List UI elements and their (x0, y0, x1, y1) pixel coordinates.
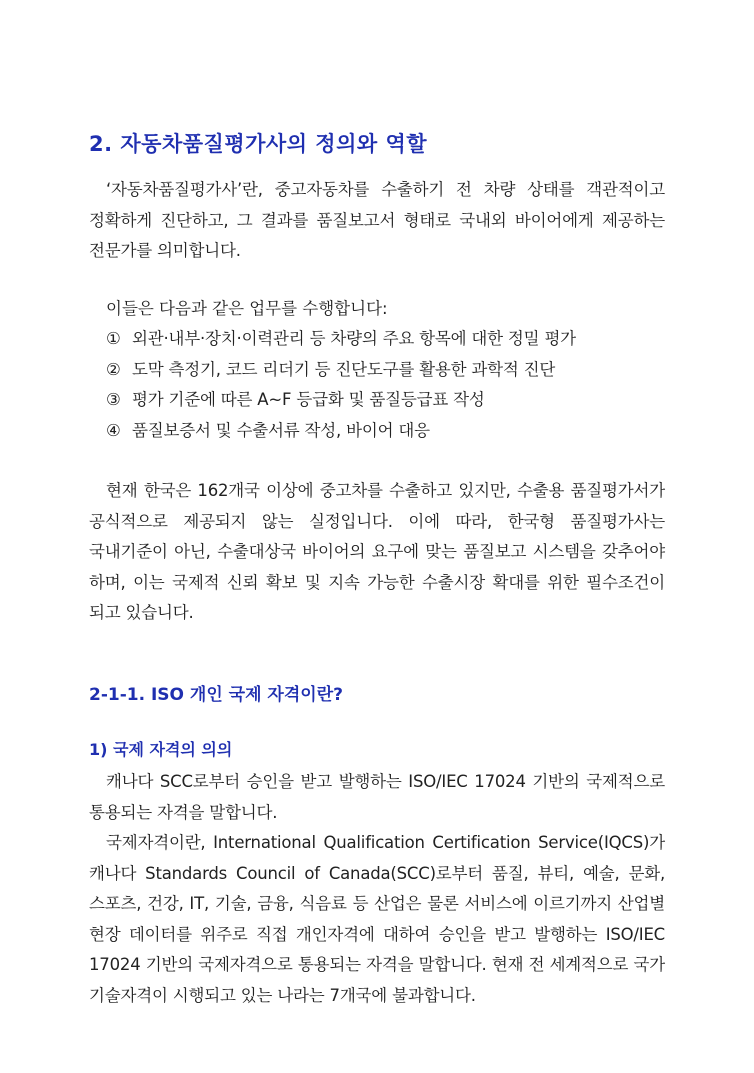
list-item-text: 외관·내부·장치·이력관리 등 차량의 주요 항목에 대한 정밀 평가 (132, 329, 576, 348)
list-marker: ② (106, 359, 121, 379)
list-marker: ④ (106, 420, 121, 440)
iso-intro-paragraph: 캐나다 SCC로부터 승인을 받고 발행하는 ISO/IEC 17024 기반의 국제적으로 통용되는 자격을 말합니다. (89, 772, 665, 822)
duties-intro: 이들은 다음과 같은 업무를 수행합니다: (106, 299, 388, 318)
duties-list (106, 324, 576, 446)
list-item (106, 355, 576, 386)
item-heading: 1) 국제 자격의 의의 (89, 740, 233, 759)
list-item (106, 385, 576, 416)
list-item-text: 품질보증서 및 수출서류 작성, 바이어 대응 (132, 420, 430, 440)
iso-definition-paragraph: 국제자격이란, International Qualification Certification Service(IQCS)가 캐나다 Standards Council of Canada(SCC)로부터 품질, 뷰티, 예술, 문화, 스포츠, 건강, IT, 기술, 금융, 식음료 등 산업은 물론 서비스에 이르기까지 산업별 현장 데이터를 위주로 직접 개인자격에 대하여 승인을 받고 발행하는 ISO/IEC 17024 기반의 국제자격으로 통용되는 자격을 말합니다. 현재 전 세계적으로 국가 기술자격이 시행되고 있는 나라는 7개국에 불과합니다. (89, 833, 665, 1005)
definition-paragraph: ‘자동차품질평가사’란, 중고자동차를 수출하기 전 차량 상태를 객관적이고 정확하게 진단하고, 그 결과를 품질보고서 형태로 국내외 바이어에게 제공하는 전문가를 의미합니다. (89, 180, 665, 260)
list-marker: ① (106, 329, 121, 348)
list-marker: ③ (106, 390, 121, 409)
section-heading: 2. 자동차품질평가사의 정의와 역할 (89, 132, 428, 156)
list-item-text: 도막 측정기, 코드 리더기 등 진단도구를 활용한 과학적 진단 (132, 359, 556, 379)
list-item (106, 324, 576, 355)
list-item (106, 416, 576, 447)
background-paragraph: 현재 한국은 162개국 이상에 중고차를 수출하고 있지만, 수출용 품질평가서가 공식적으로 제공되지 않는 실정입니다. 이에 따라, 한국형 품질평가사는 국내기준이 아닌, 수출대상국 바이어의 요구에 맞는 품질보고 시스템을 갖추어야 하며, 이는 국제적 신뢰 확보 및 지속 가능한 수출시장 확대를 위한 필수조건이 되고 있습니다. (89, 481, 665, 622)
list-item-text: 평가 기준에 따른 A~F 등급화 및 품질등급표 작성 (132, 390, 485, 409)
subsection-heading: 2-1-1. ISO 개인 국제 자격이란? (89, 685, 343, 705)
